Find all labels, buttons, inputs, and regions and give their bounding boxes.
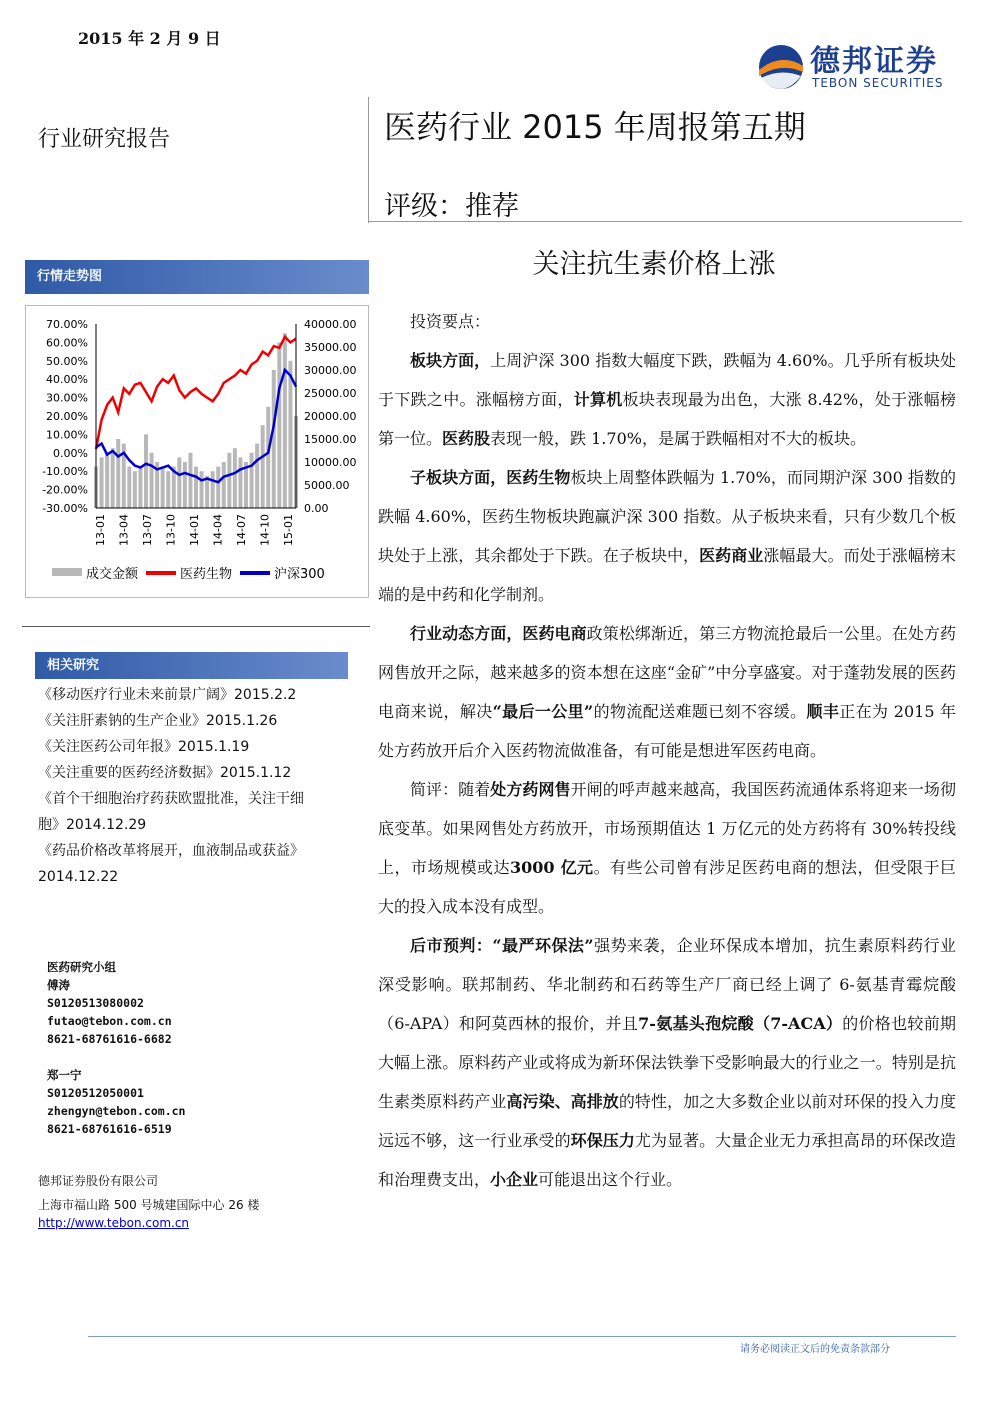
right-tick-label: 20000.00	[304, 410, 357, 423]
analyst-id: S0120513080002	[47, 996, 144, 1010]
legend-label: 成交金额	[86, 567, 139, 582]
company-address: 上海市福山路 500 号城建国际中心 26 楼	[38, 1198, 260, 1212]
left-tick-label: 10.00%	[46, 428, 88, 442]
left-tick-label: 50.00%	[46, 354, 88, 368]
volume-bar	[233, 448, 237, 508]
volume-bar	[261, 425, 265, 508]
volume-bar	[194, 467, 198, 508]
team-name: 医药研究小组	[47, 960, 116, 974]
analyst-id: S0120512050001	[47, 1086, 144, 1100]
analyst-phone: 8621-68761616-6519	[47, 1122, 172, 1136]
related-item: 胞》2014.12.29	[38, 817, 147, 833]
volume-bar	[222, 462, 226, 508]
related-item: 《关注医药公司年报》2015.1.19	[38, 739, 250, 755]
volume-bar	[288, 361, 292, 508]
volume-bar	[138, 467, 142, 508]
analyst-team	[47, 958, 185, 1138]
rating: 评级：推荐	[384, 191, 519, 222]
volume-bar	[177, 457, 181, 508]
volume-bar	[227, 453, 231, 508]
market-trend-header: 行情走势图	[25, 260, 369, 294]
company-info	[38, 1172, 259, 1232]
volume-bar	[255, 444, 259, 508]
volume-bar	[133, 471, 137, 508]
footer-disclaimer: 请务必阅读正文后的免责条款部分	[740, 1344, 890, 1355]
right-tick-label: 10000.00	[304, 456, 357, 469]
volume-bar	[127, 467, 131, 508]
volume-bar	[150, 453, 154, 508]
paragraph-subsector: 子板块方面，医药生物板块上周整体跌幅为 1.70%，而同期沪深 300 指数的跌幅 4.60%，医药生物板块跑赢沪深 300 指数。从子板块来看，只有少数几个板块处于上涨，其余都处于下跌。在子板块中，医药商业涨幅最大。而处于涨幅榜末端的是中药和化学制剂。	[378, 468, 956, 604]
x-tick-label: 14-01	[188, 514, 201, 546]
volume-bar	[205, 476, 209, 508]
analyst-phone: 8621-68761616-6682	[47, 1032, 172, 1046]
related-item: 2014.12.22	[38, 869, 119, 885]
x-tick-label: 13-07	[141, 514, 154, 546]
x-tick-label: 14-10	[258, 514, 272, 546]
report-date: 2015 年 2 月 9 日	[78, 29, 221, 48]
volume-bar	[183, 462, 187, 508]
left-tick-label: -10.00%	[42, 465, 88, 479]
x-tick-label: 13-01	[94, 514, 107, 546]
volume-bar	[188, 453, 192, 508]
csi300-series-line	[96, 370, 296, 482]
volume-bar	[166, 471, 170, 508]
left-tick-label: -30.00%	[42, 502, 88, 515]
volume-bar	[200, 471, 204, 508]
right-tick-label: 15000.00	[304, 433, 357, 446]
related-item: 《关注肝素钠的生产企业》2015.1.26	[38, 713, 278, 729]
volume-bar	[161, 467, 165, 508]
paragraph-sector: 板块方面，上周沪深 300 指数大幅度下跌，跌幅为 4.60%。几乎所有板块处于下跌之中。涨幅榜方面，计算机板块表现最为出色，大涨 8.42%，处于涨幅榜第一位。医药股表现一般，跌 1.70%，是属于跌幅相对不大的板块。	[378, 351, 956, 448]
left-tick-label: -20.00%	[42, 483, 88, 497]
volume-bar	[105, 453, 109, 508]
right-tick-label: 25000.00	[304, 387, 357, 400]
report-body	[378, 302, 956, 1199]
intro-label: 投资要点：	[410, 312, 491, 331]
volume-bar	[211, 471, 215, 508]
volume-bar	[216, 467, 220, 508]
right-tick-label: 40000.00	[304, 318, 357, 331]
x-tick-label: 14-07	[235, 514, 248, 546]
related-item: 《移动医疗行业未来前景广阔》2015.2.2	[38, 687, 297, 703]
left-tick-label: 70.00%	[46, 318, 88, 331]
x-tick-label: 13-04	[117, 514, 131, 546]
page-title: 医药行业 2015 年周报第五期	[384, 108, 806, 146]
company-url-link[interactable]: http://www.tebon.com.cn	[38, 1216, 190, 1230]
volume-bar	[116, 439, 120, 508]
related-research-list	[38, 682, 358, 890]
logo-english: TEBON SECURITIES	[812, 76, 944, 90]
volume-bar	[277, 342, 281, 508]
volume-bar	[266, 407, 270, 508]
legend-label: 沪深300	[274, 567, 325, 582]
volume-bar	[283, 333, 287, 508]
header-divider-vertical	[368, 97, 369, 223]
related-item: 《关注重要的医药经济数据》2015.1.12	[38, 765, 292, 781]
volume-bar	[144, 434, 148, 508]
volume-bar	[100, 457, 104, 508]
left-tick-label: 60.00%	[46, 336, 88, 350]
x-tick-label: 14-04	[211, 514, 225, 546]
company-name: 德邦证券股份有限公司	[38, 1174, 159, 1188]
related-item: 《药品价格改革将展开，血液制品或获益》	[38, 843, 304, 859]
related-research-header: 相关研究	[35, 652, 348, 679]
x-tick-label: 13-10	[164, 514, 178, 546]
tebon-logo-icon	[756, 42, 806, 92]
left-tick-label: 20.00%	[46, 410, 88, 423]
analyst-name: 傅涛	[47, 978, 70, 992]
left-tick-label: 30.00%	[46, 391, 88, 405]
paragraph-outlook: 后市预判：“最严环保法”强势来袭，企业环保成本增加，抗生素原料药行业深受影响。联邦制药、华北制药和石药等生产厂商已经上调了 6-氨基青霉烷酸（6-APA）和阿莫西林的报价，并且7-氨基头孢烷酸（7-ACA）的价格也较前期大幅上涨。原料药产业或将成为新环保法铁拳下受影响最大的行业之一。特别是抗生素类原料药产业高污染、高排放的特性，加之大多数企业以前对环保的投入力度远远不够，这一行业承受的环保压力尤为显著。大量企业无力承担高昂的环保改造和治理费支出，小企业可能退出这个行业。	[378, 936, 956, 1189]
pharma-series-line	[96, 337, 296, 449]
legend-label: 医药生物	[180, 567, 233, 582]
volume-bar	[250, 453, 254, 508]
chart-svg	[26, 306, 368, 597]
left-tick-label: 0.00%	[53, 446, 88, 460]
right-tick-label: 30000.00	[304, 364, 357, 377]
left-tick-label: 40.00%	[46, 373, 88, 387]
x-tick-label: 15-01	[282, 514, 295, 546]
right-tick-label: 0.00	[304, 502, 329, 515]
right-tick-label: 5000.00	[304, 479, 350, 492]
analyst-email: futao@tebon.com.cn	[47, 1014, 172, 1028]
related-item: 《首个干细胞治疗药获欧盟批准，关注干细	[38, 791, 304, 807]
volume-bar	[272, 370, 276, 508]
legend-swatch	[52, 568, 82, 576]
analyst-name: 郑一宁	[47, 1068, 82, 1082]
paragraph-comment: 简评：随着处方药网售开闸的呼声越来越高，我国医药流通体系将迎来一场彻底变革。如果网售处方药放开，市场预期值达 1 万亿元的处方药将有 30%转投线上，市场规模或达3000 亿元。有些公司曾有涉足医药电商的想法，但受限于巨大的投入成本没有成型。	[378, 780, 956, 916]
volume-bar	[238, 457, 242, 508]
headline: 关注抗生素价格上涨	[532, 249, 776, 280]
paragraph-industry-news: 行业动态方面，医药电商政策松绑渐近，第三方物流抢最后一公里。在处方药网售放开之际，越来越多的资本想在这座“金矿”中分享盛宴。对于蓬勃发展的医药电商来说，解决“最后一公里”的物流配送难题已刻不容缓。顺丰正在为 2015 年处方药放开后介入医药物流做准备，有可能是想进军医药电商。	[378, 624, 956, 760]
logo-chinese: 德邦证券	[810, 44, 938, 79]
sidebar-separator	[22, 626, 370, 627]
market-trend-chart	[25, 305, 369, 598]
footer-divider	[88, 1336, 956, 1337]
volume-bar	[111, 448, 115, 508]
right-tick-label: 35000.00	[304, 341, 357, 354]
report-type: 行业研究报告	[38, 127, 171, 152]
analyst-email: zhengyn@tebon.com.cn	[47, 1104, 186, 1118]
